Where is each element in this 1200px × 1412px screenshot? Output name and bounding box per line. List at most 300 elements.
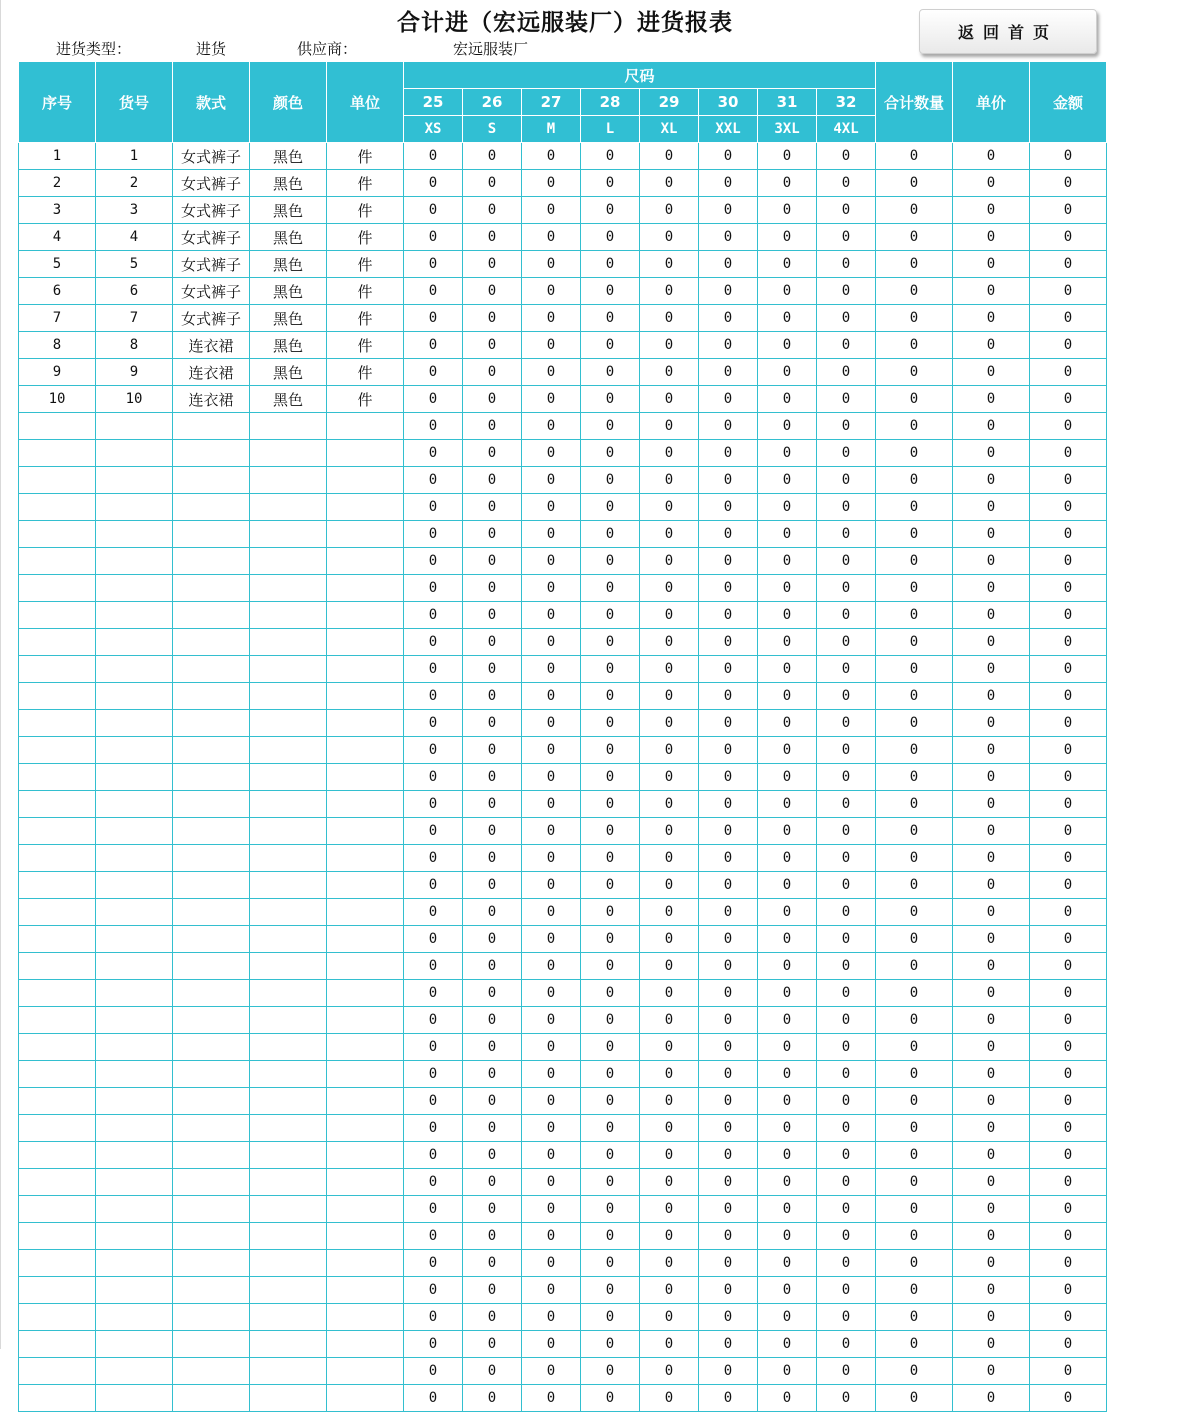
cell-size-qty[interactable]: 0	[758, 1250, 817, 1277]
cell-amount[interactable]: 0	[1030, 143, 1107, 170]
cell-item-no[interactable]	[96, 467, 173, 494]
cell-size-qty[interactable]: 0	[404, 413, 463, 440]
cell-unit-price[interactable]: 0	[953, 980, 1030, 1007]
cell-size-qty[interactable]: 0	[522, 494, 581, 521]
cell-size-qty[interactable]: 0	[699, 1142, 758, 1169]
cell-size-qty[interactable]: 0	[404, 980, 463, 1007]
cell-size-qty[interactable]: 0	[404, 656, 463, 683]
cell-size-qty[interactable]: 0	[699, 440, 758, 467]
cell-seq[interactable]	[19, 1250, 96, 1277]
cell-item-no[interactable]	[96, 872, 173, 899]
cell-total-qty[interactable]: 0	[876, 440, 953, 467]
cell-size-qty[interactable]: 0	[581, 953, 640, 980]
cell-size-qty[interactable]: 0	[404, 440, 463, 467]
cell-size-qty[interactable]: 0	[581, 305, 640, 332]
cell-item-no[interactable]	[96, 1223, 173, 1250]
cell-amount[interactable]: 0	[1030, 1385, 1107, 1412]
cell-seq[interactable]	[19, 980, 96, 1007]
cell-total-qty[interactable]: 0	[876, 926, 953, 953]
cell-total-qty[interactable]: 0	[876, 197, 953, 224]
cell-unit-price[interactable]: 0	[953, 305, 1030, 332]
cell-item-no[interactable]	[96, 764, 173, 791]
cell-unit-price[interactable]: 0	[953, 332, 1030, 359]
cell-size-qty[interactable]: 0	[522, 332, 581, 359]
cell-style[interactable]	[173, 1088, 250, 1115]
cell-size-qty[interactable]: 0	[404, 1223, 463, 1250]
cell-size-qty[interactable]: 0	[699, 1034, 758, 1061]
cell-size-qty[interactable]: 0	[463, 1115, 522, 1142]
cell-item-no[interactable]	[96, 1385, 173, 1412]
cell-size-qty[interactable]: 0	[817, 710, 876, 737]
cell-size-qty[interactable]: 0	[581, 278, 640, 305]
cell-size-qty[interactable]: 0	[404, 1331, 463, 1358]
cell-style[interactable]	[173, 1277, 250, 1304]
cell-unit[interactable]: 件	[327, 305, 404, 332]
cell-unit-price[interactable]: 0	[953, 197, 1030, 224]
cell-total-qty[interactable]: 0	[876, 899, 953, 926]
cell-size-qty[interactable]: 0	[758, 467, 817, 494]
cell-size-qty[interactable]: 0	[817, 926, 876, 953]
cell-size-qty[interactable]: 0	[817, 1196, 876, 1223]
cell-size-qty[interactable]: 0	[817, 980, 876, 1007]
cell-seq[interactable]: 8	[19, 332, 96, 359]
cell-size-qty[interactable]: 0	[404, 521, 463, 548]
cell-size-qty[interactable]: 0	[463, 1169, 522, 1196]
cell-amount[interactable]: 0	[1030, 413, 1107, 440]
cell-size-qty[interactable]: 0	[758, 197, 817, 224]
cell-size-qty[interactable]: 0	[404, 683, 463, 710]
cell-size-qty[interactable]: 0	[581, 521, 640, 548]
cell-size-qty[interactable]: 0	[404, 386, 463, 413]
cell-unit-price[interactable]: 0	[953, 710, 1030, 737]
cell-color[interactable]	[250, 413, 327, 440]
cell-size-qty[interactable]: 0	[522, 602, 581, 629]
cell-item-no[interactable]	[96, 494, 173, 521]
cell-size-qty[interactable]: 0	[758, 332, 817, 359]
cell-amount[interactable]: 0	[1030, 305, 1107, 332]
cell-total-qty[interactable]: 0	[876, 1061, 953, 1088]
cell-unit[interactable]	[327, 1034, 404, 1061]
cell-seq[interactable]: 4	[19, 224, 96, 251]
cell-size-qty[interactable]: 0	[640, 1331, 699, 1358]
cell-size-qty[interactable]: 0	[581, 413, 640, 440]
cell-amount[interactable]: 0	[1030, 656, 1107, 683]
cell-size-qty[interactable]: 0	[463, 197, 522, 224]
return-home-button[interactable]: 返回首页	[919, 9, 1097, 54]
cell-size-qty[interactable]: 0	[758, 170, 817, 197]
cell-size-qty[interactable]: 0	[581, 548, 640, 575]
cell-size-qty[interactable]: 0	[404, 818, 463, 845]
cell-size-qty[interactable]: 0	[699, 1250, 758, 1277]
cell-size-qty[interactable]: 0	[758, 224, 817, 251]
cell-color[interactable]	[250, 926, 327, 953]
cell-size-qty[interactable]: 0	[640, 737, 699, 764]
cell-unit-price[interactable]: 0	[953, 1304, 1030, 1331]
cell-size-qty[interactable]: 0	[817, 1061, 876, 1088]
cell-amount[interactable]: 0	[1030, 818, 1107, 845]
cell-size-qty[interactable]: 0	[404, 1061, 463, 1088]
cell-size-qty[interactable]: 0	[463, 494, 522, 521]
cell-unit[interactable]	[327, 1304, 404, 1331]
cell-style[interactable]	[173, 845, 250, 872]
cell-color[interactable]	[250, 1088, 327, 1115]
cell-style[interactable]	[173, 1034, 250, 1061]
cell-size-qty[interactable]: 0	[758, 1061, 817, 1088]
cell-color[interactable]: 黑色	[250, 224, 327, 251]
cell-size-qty[interactable]: 0	[758, 818, 817, 845]
cell-size-qty[interactable]: 0	[581, 1304, 640, 1331]
cell-unit[interactable]	[327, 413, 404, 440]
cell-size-qty[interactable]: 0	[817, 143, 876, 170]
cell-total-qty[interactable]: 0	[876, 1196, 953, 1223]
cell-amount[interactable]: 0	[1030, 197, 1107, 224]
cell-size-qty[interactable]: 0	[463, 953, 522, 980]
cell-size-qty[interactable]: 0	[522, 980, 581, 1007]
cell-size-qty[interactable]: 0	[758, 953, 817, 980]
cell-size-qty[interactable]: 0	[699, 953, 758, 980]
cell-unit[interactable]	[327, 1385, 404, 1412]
cell-unit[interactable]	[327, 440, 404, 467]
cell-size-qty[interactable]: 0	[699, 791, 758, 818]
cell-size-qty[interactable]: 0	[581, 224, 640, 251]
cell-unit-price[interactable]: 0	[953, 737, 1030, 764]
cell-color[interactable]	[250, 710, 327, 737]
cell-unit-price[interactable]: 0	[953, 467, 1030, 494]
cell-unit-price[interactable]: 0	[953, 170, 1030, 197]
cell-color[interactable]	[250, 1385, 327, 1412]
cell-size-qty[interactable]: 0	[640, 764, 699, 791]
cell-amount[interactable]: 0	[1030, 1223, 1107, 1250]
cell-amount[interactable]: 0	[1030, 602, 1107, 629]
cell-size-qty[interactable]: 0	[640, 602, 699, 629]
cell-color[interactable]: 黑色	[250, 332, 327, 359]
cell-style[interactable]	[173, 1169, 250, 1196]
cell-size-qty[interactable]: 0	[522, 656, 581, 683]
cell-seq[interactable]	[19, 1385, 96, 1412]
cell-amount[interactable]: 0	[1030, 1034, 1107, 1061]
cell-size-qty[interactable]: 0	[581, 359, 640, 386]
cell-unit-price[interactable]: 0	[953, 764, 1030, 791]
cell-size-qty[interactable]: 0	[640, 440, 699, 467]
cell-unit[interactable]	[327, 1142, 404, 1169]
cell-amount[interactable]: 0	[1030, 251, 1107, 278]
cell-style[interactable]	[173, 1007, 250, 1034]
cell-size-qty[interactable]: 0	[699, 170, 758, 197]
cell-color[interactable]	[250, 602, 327, 629]
cell-size-qty[interactable]: 0	[463, 791, 522, 818]
cell-color[interactable]	[250, 575, 327, 602]
cell-size-qty[interactable]: 0	[581, 143, 640, 170]
cell-unit-price[interactable]: 0	[953, 953, 1030, 980]
cell-size-qty[interactable]: 0	[699, 899, 758, 926]
cell-item-no[interactable]	[96, 710, 173, 737]
cell-size-qty[interactable]: 0	[522, 251, 581, 278]
cell-size-qty[interactable]: 0	[699, 386, 758, 413]
cell-size-qty[interactable]: 0	[522, 575, 581, 602]
cell-size-qty[interactable]: 0	[581, 629, 640, 656]
cell-size-qty[interactable]: 0	[581, 926, 640, 953]
cell-size-qty[interactable]: 0	[699, 305, 758, 332]
cell-total-qty[interactable]: 0	[876, 170, 953, 197]
cell-size-qty[interactable]: 0	[699, 359, 758, 386]
cell-style[interactable]	[173, 1223, 250, 1250]
cell-size-qty[interactable]: 0	[404, 575, 463, 602]
cell-size-qty[interactable]: 0	[758, 926, 817, 953]
cell-item-no[interactable]	[96, 440, 173, 467]
cell-size-qty[interactable]: 0	[640, 1385, 699, 1412]
cell-size-qty[interactable]: 0	[758, 683, 817, 710]
cell-amount[interactable]: 0	[1030, 980, 1107, 1007]
cell-size-qty[interactable]: 0	[817, 1385, 876, 1412]
cell-total-qty[interactable]: 0	[876, 143, 953, 170]
cell-seq[interactable]	[19, 467, 96, 494]
cell-size-qty[interactable]: 0	[758, 1358, 817, 1385]
cell-seq[interactable]	[19, 818, 96, 845]
cell-amount[interactable]: 0	[1030, 575, 1107, 602]
cell-size-qty[interactable]: 0	[463, 1007, 522, 1034]
cell-size-qty[interactable]: 0	[817, 1331, 876, 1358]
cell-size-qty[interactable]: 0	[699, 332, 758, 359]
cell-size-qty[interactable]: 0	[699, 278, 758, 305]
cell-unit[interactable]	[327, 683, 404, 710]
cell-style[interactable]	[173, 656, 250, 683]
cell-size-qty[interactable]: 0	[581, 386, 640, 413]
cell-style[interactable]	[173, 791, 250, 818]
cell-size-qty[interactable]: 0	[522, 548, 581, 575]
cell-unit[interactable]	[327, 926, 404, 953]
cell-unit[interactable]	[327, 737, 404, 764]
cell-size-qty[interactable]: 0	[463, 386, 522, 413]
cell-size-qty[interactable]: 0	[463, 1061, 522, 1088]
cell-size-qty[interactable]: 0	[817, 224, 876, 251]
cell-size-qty[interactable]: 0	[640, 926, 699, 953]
cell-size-qty[interactable]: 0	[640, 1061, 699, 1088]
cell-amount[interactable]: 0	[1030, 629, 1107, 656]
cell-size-qty[interactable]: 0	[463, 521, 522, 548]
cell-size-qty[interactable]: 0	[817, 170, 876, 197]
cell-unit[interactable]	[327, 602, 404, 629]
cell-size-qty[interactable]: 0	[817, 1007, 876, 1034]
cell-style[interactable]: 连衣裙	[173, 332, 250, 359]
cell-size-qty[interactable]: 0	[581, 602, 640, 629]
cell-size-qty[interactable]: 0	[581, 764, 640, 791]
cell-size-qty[interactable]: 0	[404, 899, 463, 926]
cell-color[interactable]	[250, 1034, 327, 1061]
cell-amount[interactable]: 0	[1030, 872, 1107, 899]
cell-amount[interactable]: 0	[1030, 440, 1107, 467]
cell-size-qty[interactable]: 0	[581, 575, 640, 602]
cell-size-qty[interactable]: 0	[758, 1007, 817, 1034]
cell-size-qty[interactable]: 0	[758, 1169, 817, 1196]
cell-size-qty[interactable]: 0	[817, 656, 876, 683]
cell-unit[interactable]: 件	[327, 143, 404, 170]
cell-size-qty[interactable]: 0	[640, 251, 699, 278]
cell-unit[interactable]	[327, 1223, 404, 1250]
cell-size-qty[interactable]: 0	[463, 1304, 522, 1331]
cell-seq[interactable]	[19, 1169, 96, 1196]
cell-unit-price[interactable]: 0	[953, 278, 1030, 305]
cell-size-qty[interactable]: 0	[640, 1277, 699, 1304]
cell-amount[interactable]: 0	[1030, 1115, 1107, 1142]
cell-size-qty[interactable]: 0	[463, 413, 522, 440]
cell-size-qty[interactable]: 0	[581, 1277, 640, 1304]
cell-size-qty[interactable]: 0	[581, 710, 640, 737]
cell-total-qty[interactable]: 0	[876, 710, 953, 737]
cell-size-qty[interactable]: 0	[581, 872, 640, 899]
cell-size-qty[interactable]: 0	[640, 980, 699, 1007]
cell-color[interactable]	[250, 494, 327, 521]
cell-size-qty[interactable]: 0	[758, 872, 817, 899]
cell-item-no[interactable]	[96, 1088, 173, 1115]
cell-unit-price[interactable]: 0	[953, 1034, 1030, 1061]
cell-size-qty[interactable]: 0	[640, 467, 699, 494]
cell-seq[interactable]	[19, 845, 96, 872]
cell-size-qty[interactable]: 0	[640, 818, 699, 845]
cell-amount[interactable]: 0	[1030, 278, 1107, 305]
cell-size-qty[interactable]: 0	[699, 467, 758, 494]
cell-amount[interactable]: 0	[1030, 791, 1107, 818]
cell-amount[interactable]: 0	[1030, 953, 1107, 980]
cell-style[interactable]: 连衣裙	[173, 359, 250, 386]
cell-amount[interactable]: 0	[1030, 899, 1107, 926]
cell-size-qty[interactable]: 0	[404, 278, 463, 305]
cell-amount[interactable]: 0	[1030, 1088, 1107, 1115]
cell-size-qty[interactable]: 0	[699, 683, 758, 710]
cell-amount[interactable]: 0	[1030, 1250, 1107, 1277]
cell-size-qty[interactable]: 0	[640, 1358, 699, 1385]
cell-item-no[interactable]	[96, 629, 173, 656]
cell-amount[interactable]: 0	[1030, 170, 1107, 197]
cell-amount[interactable]: 0	[1030, 1331, 1107, 1358]
cell-size-qty[interactable]: 0	[640, 1088, 699, 1115]
cell-seq[interactable]	[19, 1142, 96, 1169]
cell-style[interactable]	[173, 440, 250, 467]
cell-size-qty[interactable]: 0	[640, 683, 699, 710]
cell-unit-price[interactable]: 0	[953, 1142, 1030, 1169]
cell-unit-price[interactable]: 0	[953, 386, 1030, 413]
cell-item-no[interactable]	[96, 899, 173, 926]
cell-unit-price[interactable]: 0	[953, 1169, 1030, 1196]
cell-total-qty[interactable]: 0	[876, 332, 953, 359]
cell-amount[interactable]: 0	[1030, 332, 1107, 359]
cell-total-qty[interactable]: 0	[876, 764, 953, 791]
cell-item-no[interactable]	[96, 548, 173, 575]
cell-amount[interactable]: 0	[1030, 764, 1107, 791]
cell-color[interactable]	[250, 872, 327, 899]
cell-size-qty[interactable]: 0	[522, 1142, 581, 1169]
cell-size-qty[interactable]: 0	[404, 791, 463, 818]
cell-size-qty[interactable]: 0	[640, 629, 699, 656]
cell-unit[interactable]	[327, 1196, 404, 1223]
cell-size-qty[interactable]: 0	[699, 143, 758, 170]
cell-style[interactable]	[173, 1061, 250, 1088]
cell-style[interactable]: 女式裤子	[173, 143, 250, 170]
cell-size-qty[interactable]: 0	[522, 899, 581, 926]
cell-color[interactable]	[250, 845, 327, 872]
cell-seq[interactable]	[19, 1034, 96, 1061]
cell-total-qty[interactable]: 0	[876, 629, 953, 656]
cell-unit[interactable]	[327, 845, 404, 872]
cell-total-qty[interactable]: 0	[876, 1304, 953, 1331]
cell-size-qty[interactable]: 0	[463, 440, 522, 467]
cell-seq[interactable]	[19, 1088, 96, 1115]
cell-size-qty[interactable]: 0	[404, 467, 463, 494]
cell-size-qty[interactable]: 0	[758, 737, 817, 764]
cell-style[interactable]: 女式裤子	[173, 197, 250, 224]
cell-size-qty[interactable]: 0	[817, 629, 876, 656]
cell-item-no[interactable]	[96, 926, 173, 953]
cell-size-qty[interactable]: 0	[522, 1358, 581, 1385]
cell-color[interactable]: 黑色	[250, 143, 327, 170]
cell-seq[interactable]	[19, 1277, 96, 1304]
cell-total-qty[interactable]: 0	[876, 251, 953, 278]
cell-size-qty[interactable]: 0	[522, 1331, 581, 1358]
cell-size-qty[interactable]: 0	[640, 1169, 699, 1196]
cell-size-qty[interactable]: 0	[522, 926, 581, 953]
cell-size-qty[interactable]: 0	[699, 737, 758, 764]
cell-unit[interactable]: 件	[327, 224, 404, 251]
cell-item-no[interactable]	[96, 602, 173, 629]
cell-seq[interactable]	[19, 899, 96, 926]
cell-total-qty[interactable]: 0	[876, 953, 953, 980]
cell-style[interactable]	[173, 899, 250, 926]
cell-total-qty[interactable]: 0	[876, 1385, 953, 1412]
cell-size-qty[interactable]: 0	[404, 548, 463, 575]
cell-amount[interactable]: 0	[1030, 1061, 1107, 1088]
cell-total-qty[interactable]: 0	[876, 386, 953, 413]
cell-size-qty[interactable]: 0	[404, 1142, 463, 1169]
cell-total-qty[interactable]: 0	[876, 359, 953, 386]
cell-unit[interactable]	[327, 629, 404, 656]
cell-color[interactable]: 黑色	[250, 170, 327, 197]
cell-size-qty[interactable]: 0	[640, 413, 699, 440]
cell-size-qty[interactable]: 0	[522, 764, 581, 791]
cell-style[interactable]	[173, 575, 250, 602]
cell-size-qty[interactable]: 0	[522, 1088, 581, 1115]
cell-size-qty[interactable]: 0	[522, 1223, 581, 1250]
cell-unit-price[interactable]: 0	[953, 1196, 1030, 1223]
cell-item-no[interactable]: 10	[96, 386, 173, 413]
cell-size-qty[interactable]: 0	[522, 224, 581, 251]
cell-style[interactable]	[173, 737, 250, 764]
cell-size-qty[interactable]: 0	[817, 1034, 876, 1061]
cell-style[interactable]	[173, 1196, 250, 1223]
cell-size-qty[interactable]: 0	[758, 1223, 817, 1250]
cell-item-no[interactable]	[96, 1196, 173, 1223]
cell-item-no[interactable]	[96, 1250, 173, 1277]
cell-size-qty[interactable]: 0	[699, 1385, 758, 1412]
cell-size-qty[interactable]: 0	[640, 359, 699, 386]
cell-size-qty[interactable]: 0	[522, 1115, 581, 1142]
cell-size-qty[interactable]: 0	[404, 872, 463, 899]
cell-size-qty[interactable]: 0	[817, 818, 876, 845]
cell-amount[interactable]: 0	[1030, 1304, 1107, 1331]
cell-unit[interactable]	[327, 656, 404, 683]
cell-total-qty[interactable]: 0	[876, 1088, 953, 1115]
cell-size-qty[interactable]: 0	[699, 548, 758, 575]
cell-size-qty[interactable]: 0	[699, 656, 758, 683]
cell-color[interactable]	[250, 1169, 327, 1196]
cell-size-qty[interactable]: 0	[522, 737, 581, 764]
cell-item-no[interactable]	[96, 656, 173, 683]
cell-size-qty[interactable]: 0	[758, 1034, 817, 1061]
cell-color[interactable]	[250, 1007, 327, 1034]
cell-size-qty[interactable]: 0	[404, 1304, 463, 1331]
cell-color[interactable]	[250, 1061, 327, 1088]
cell-unit-price[interactable]: 0	[953, 1250, 1030, 1277]
cell-item-no[interactable]	[96, 1358, 173, 1385]
cell-size-qty[interactable]: 0	[758, 1304, 817, 1331]
